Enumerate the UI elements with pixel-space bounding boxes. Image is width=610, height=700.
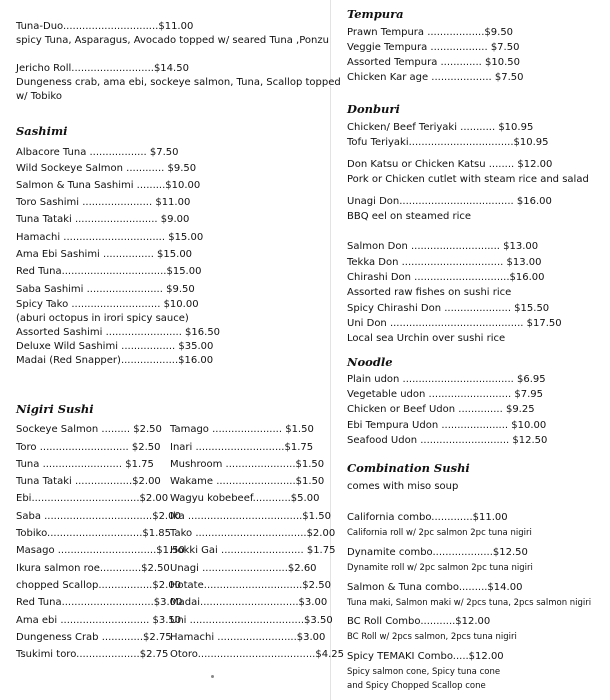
donburi-item: Tofu Teriyaki.................................$10.95 — [347, 137, 549, 148]
nigiri-item: Unagi ...........................$2.60 — [170, 563, 317, 574]
nigiri-item: Tuna Tataki ..................$2.00 — [16, 476, 161, 487]
combination-section-header: Combination Sushi — [347, 461, 470, 475]
combo-item-description: and Spicy Chopped Scallop cone — [347, 681, 486, 691]
donburi-item-description: BBQ eel on steamed rice — [347, 211, 472, 222]
tempura-item: Prawn Tempura ..................$9.50 — [347, 27, 514, 38]
nigiri-item: Ama ebi ............................ $3.50 — [16, 615, 182, 626]
sashimi-item: Salmon & Tuna Sashimi .........$10.00 — [16, 180, 201, 191]
tuna-duo-roll-description: spicy Tuna, Asparagus, Avocado topped w/ seared Tuna ,Ponzu — [16, 35, 329, 46]
donburi-item: Tekka Don ................................ $13.00 — [347, 257, 542, 268]
combo-item-description: Spicy salmon cone, Spicy tuna cone — [347, 667, 501, 677]
sashimi-item: Deluxe Wild Sashimi ................. $35.00 — [16, 341, 214, 352]
nigiri-item: Saba ..................................$2.00 — [16, 511, 181, 522]
nigiri-item: Otoro.....................................$4.25 — [170, 649, 344, 660]
donburi-item: Uni Don .......................................... $17.50 — [347, 318, 562, 329]
donburi-item: Unagi Don.................................... $16.00 — [347, 196, 552, 207]
nigiri-item: Ikura salmon roe.............$2.50 — [16, 563, 170, 574]
nigiri-item: Dungeness Crab .............$2.75 — [16, 632, 172, 643]
sashimi-item: Hamachi ................................ $15.00 — [16, 232, 204, 243]
nigiri-item: chopped Scallop.................$2.00 — [16, 580, 181, 591]
donburi-item: Salmon Don ............................ $13.00 — [347, 241, 539, 252]
page-fold-divider — [330, 0, 331, 700]
donburi-item-description: Local sea Urchin over sushi rice — [347, 333, 506, 344]
sashimi-item: Tuna Tataki .......................... $9.00 — [16, 214, 190, 225]
sashimi-item-description: (aburi octopus in irori spicy sauce) — [16, 313, 189, 324]
noodle-item: Plain udon ................................... $6.95 — [347, 374, 546, 385]
tempura-item: Chicken Kar age ................... $7.50 — [347, 72, 524, 83]
combo-item-description: BC Roll w/ 2pcs salmon, 2pcs tuna nigiri — [347, 632, 517, 642]
noodle-item: Chicken or Beef Udon .............. $9.25 — [347, 404, 535, 415]
noodle-item: Vegetable udon .......................... $7.95 — [347, 389, 543, 400]
sashimi-item: Saba Sashimi ........................ $9.50 — [16, 284, 195, 295]
nigiri-item: Hokki Gai .......................... $1.75 — [170, 545, 336, 556]
nigiri-item: Tobiko..............................$1.85 — [16, 528, 172, 539]
sashimi-item: Assorted Sashimi ........................ $16.50 — [16, 327, 221, 338]
nigiri-item: Tako ...................................$2.00 — [170, 528, 336, 539]
nigiri-item: Madai...............................$3.00 — [170, 597, 328, 608]
combo-item-description: California roll w/ 2pc salmon 2pc tuna nigiri — [347, 528, 532, 538]
donburi-item: Spicy Chirashi Don ..................... $15.50 — [347, 303, 550, 314]
donburi-item-description: Pork or Chicken cutlet with steam rice and salad — [347, 174, 589, 185]
nigiri-item: Masago ...............................$1.50 — [16, 545, 185, 556]
donburi-section-header: Donburi — [347, 102, 400, 116]
combo-item: Dynamite combo...................$12.50 — [347, 547, 528, 558]
sashimi-item: Toro Sashimi ...................... $11.00 — [16, 197, 191, 208]
nigiri-item: Uni ....................................$3.50 — [170, 615, 333, 626]
sashimi-item: Spicy Tako ............................ $10.00 — [16, 299, 199, 310]
sashimi-item: Madai (Red Snapper)..................$16.00 — [16, 355, 214, 366]
donburi-item: Don Katsu or Chicken Katsu ........ $12.00 — [347, 159, 553, 170]
page-dot-mark — [211, 675, 214, 678]
jericho-roll-description: Dungeness crab, ama ebi, sockeye salmon, Tuna, Scallop topped — [16, 77, 341, 88]
nigiri-item: Hamachi .........................$3.00 — [170, 632, 326, 643]
combo-item-description: Dynamite roll w/ 2pc salmon 2pc tuna nigiri — [347, 563, 533, 573]
donburi-item: Chicken/ Beef Teriyaki ........... $10.95 — [347, 122, 534, 133]
combo-item-description: Tuna maki, Salmon maki w/ 2pcs tuna, 2pcs salmon nigiri — [347, 598, 592, 608]
tempura-item: Veggie Tempura .................. $7.50 — [347, 42, 520, 53]
noodle-item: Seafood Udon ............................ $12.50 — [347, 435, 548, 446]
sashimi-item: Wild Sockeye Salmon ............ $9.50 — [16, 163, 197, 174]
nigiri-item: Wakame .........................$1.50 — [170, 476, 325, 487]
sashimi-item: Albacore Tuna .................. $7.50 — [16, 147, 179, 158]
nigiri-item: Toro ............................ $2.50 — [16, 442, 161, 453]
nigiri-item: Ebi..................................$2.00 — [16, 493, 169, 504]
nigiri-item: Sockeye Salmon ......... $2.50 — [16, 424, 162, 435]
nigiri-section-header: Nigiri Sushi — [16, 402, 94, 416]
nigiri-item: Tamago ...................... $1.50 — [170, 424, 314, 435]
jericho-roll-description-cont: w/ Tobiko — [16, 91, 62, 102]
nigiri-item: Red Tuna.............................$3.00 — [16, 597, 183, 608]
nigiri-item: Inari ............................$1.75 — [170, 442, 314, 453]
sashimi-item: Red Tuna.................................$15.00 — [16, 266, 202, 277]
sashimi-section-header: Sashimi — [16, 124, 68, 138]
tempura-section-header: Tempura — [347, 7, 404, 21]
combo-item: BC Roll Combo...........$12.00 — [347, 616, 491, 627]
donburi-item-description: Assorted raw fishes on sushi rice — [347, 287, 512, 298]
tuna-duo-roll-item: Tuna-Duo..............................$11.00 — [16, 21, 194, 32]
nigiri-item: Hotate...............................$2.50 — [170, 580, 331, 591]
combination-subtitle: comes with miso soup — [347, 481, 459, 492]
noodle-section-header: Noodle — [347, 355, 393, 369]
nigiri-item: Tsukimi toro....................$2.75 — [16, 649, 169, 660]
nigiri-item: Wagyu kobebeef............$5.00 — [170, 493, 320, 504]
donburi-item: Chirashi Don ..............................$16.00 — [347, 272, 545, 283]
combo-item: California combo.............$11.00 — [347, 512, 508, 523]
nigiri-item: Mushroom ......................$1.50 — [170, 459, 325, 470]
nigiri-item: Tuna ......................... $1.75 — [16, 459, 154, 470]
combo-item: Spicy TEMAKI Combo.....$12.00 — [347, 651, 504, 662]
sashimi-item: Ama Ebi Sashimi ................ $15.00 — [16, 249, 193, 260]
noodle-item: Ebi Tempura Udon ..................... $10.00 — [347, 420, 547, 431]
jericho-roll-item: Jericho Roll..........................$14.50 — [16, 63, 189, 74]
combo-item: Salmon & Tuna combo.........$14.00 — [347, 582, 523, 593]
tempura-item: Assorted Tempura ............. $10.50 — [347, 57, 520, 68]
nigiri-item: Ika ....................................$1.50 — [170, 511, 331, 522]
